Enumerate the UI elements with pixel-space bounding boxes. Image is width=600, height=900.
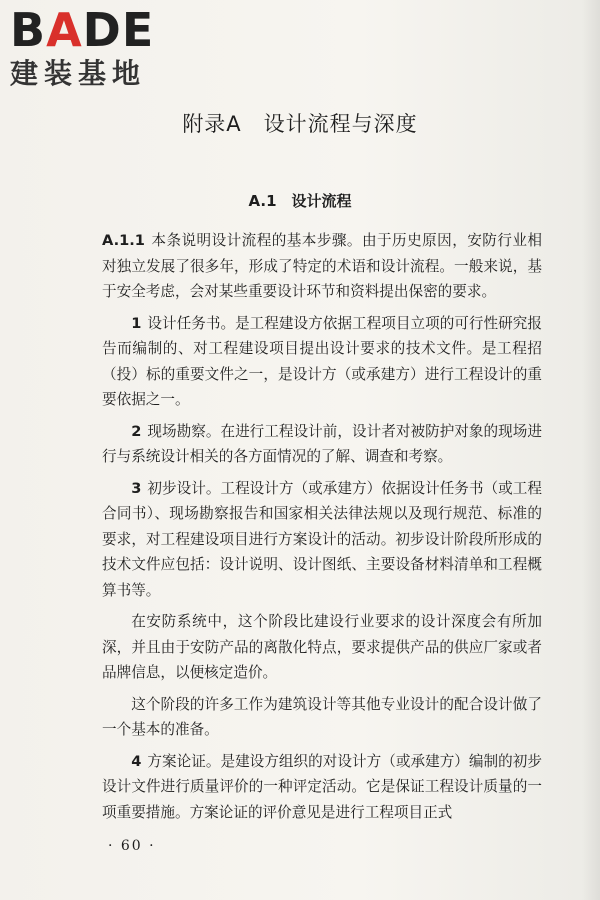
paragraph-text: 初步设计。工程设计方（或承建方）依据设计任务书（或工程合同书）、现场勘察报告和国家相关法律法规以及现行规范、标准的要求，对工程建设项目进行方案设计的活动。初步设计阶段所形成的技术文件应包括：设计说明、设计图纸、主要设备材料清单和工程概算书等。 <box>102 479 542 599</box>
paragraph-item-1 <box>102 311 542 413</box>
paragraph-text: 这个阶段的许多工作为建筑设计等其他专业设计的配合设计做了一个基本的准备。 <box>102 695 542 738</box>
paragraph-text: 本条说明设计流程的基本步骤。由于历史原因，安防行业相对独立发展了很多年，形成了特定的术语和设计流程。一般来说，基于安全考虑，会对某些重要设计环节和资料提出保密的要求。 <box>102 232 542 300</box>
bade-logo <box>10 3 180 98</box>
paragraph-a11 <box>102 228 542 305</box>
paragraph-text: 设计任务书。是工程建设方依据工程项目立项的可行性研究报告而编制的、对工程建设项目提出设计要求的技术文件。是工程招（投）标的重要文件之一，是设计方（或承建方）进行工程设计的重要依据之一。 <box>102 314 542 408</box>
paragraph-text: 方案论证。是建设方组织的对设计方（或承建方）编制的初步设计文件进行质量评价的一种评定活动。它是保证工程设计质量的一项重要措施。方案论证的评价意见是进行工程项目正式 <box>102 752 542 821</box>
appendix-title: 附录A 设计流程与深度 <box>182 112 418 136</box>
paragraph-item-4 <box>102 749 542 826</box>
logo-letter-b: B <box>10 3 47 57</box>
item-number: 1 <box>131 314 142 332</box>
logo-subtitle: 建装基地 <box>10 57 147 90</box>
page-number: · 60 · <box>108 838 156 854</box>
logo-letter-a: A <box>46 3 83 57</box>
logo-wordmark <box>10 3 180 57</box>
clause-number: A.1.1 <box>102 232 145 249</box>
paragraph-item-2 <box>102 419 542 470</box>
logo-letters-de: DE <box>82 3 155 57</box>
paragraph-item-3-note-2 <box>102 692 542 743</box>
item-number: 3 <box>131 479 142 497</box>
paragraph-text: 现场勘察。在进行工程设计前，设计者对被防护对象的现场进行与系统设计相关的各方面情况的了解、调查和考察。 <box>102 422 542 465</box>
paragraph-item-3 <box>102 476 542 604</box>
paragraph-item-3-note-1 <box>102 609 542 686</box>
body-text <box>102 228 542 831</box>
section-title: A.1 设计流程 <box>248 192 352 210</box>
item-number: 2 <box>131 422 142 440</box>
page-edge-shadow <box>582 0 600 900</box>
item-number: 4 <box>131 752 142 770</box>
paragraph-text: 在安防系统中，这个阶段比建设行业要求的设计深度会有所加深，并且由于安防产品的离散化特点，要求提供产品的供应厂家或者品牌信息，以便核定造价。 <box>102 613 542 681</box>
